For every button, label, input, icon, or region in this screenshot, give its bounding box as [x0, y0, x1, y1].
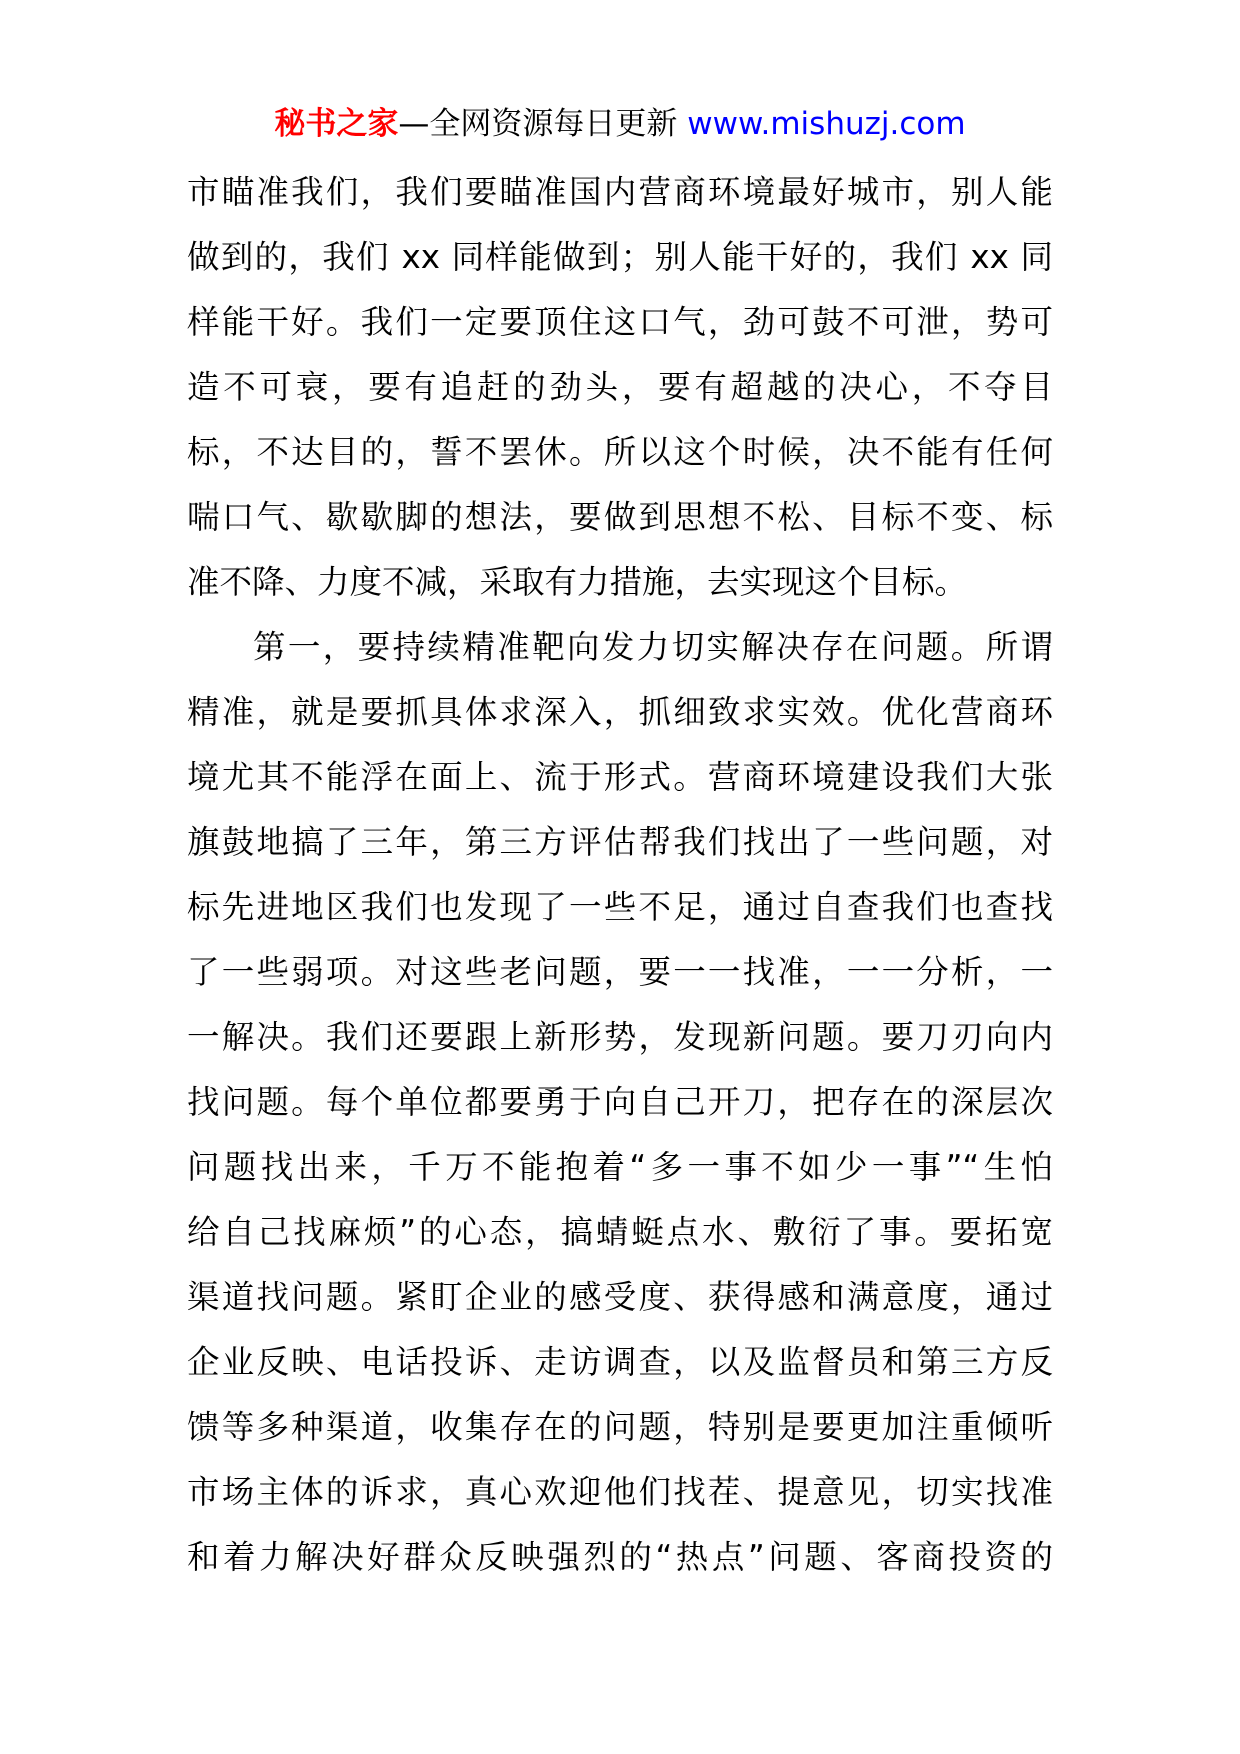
- document-body: [187, 160, 1053, 1590]
- text-line: 标先进地区我们也发现了一些不足，通过自查我们也查找: [187, 888, 1053, 926]
- text-line: 造不可衰，要有追赶的劲头，要有超越的决心，不夺目: [187, 368, 1053, 406]
- paragraph-2: [187, 615, 1053, 1590]
- text-line: 市瞄准我们，我们要瞄准国内营商环境最好城市，别人能: [187, 173, 1053, 211]
- text-line: 了一些弱项。对这些老问题，要一一找准，一一分析，一: [187, 953, 1053, 991]
- header-tagline: —全网资源每日更新: [398, 106, 688, 142]
- text-line: 企业反映、电话投诉、走访调查，以及监督员和第三方反: [187, 1343, 1053, 1381]
- text-line: 旗鼓地搞了三年，第三方评估帮我们找出了一些问题，对: [187, 823, 1053, 861]
- text-line: 精准，就是要抓具体求深入，抓细致求实效。优化营商环: [187, 693, 1053, 731]
- text-line: 样能干好。我们一定要顶住这口气，劲可鼓不可泄，势可: [187, 303, 1053, 341]
- text-line: 市场主体的诉求，真心欢迎他们找茬、提意见，切实找准: [187, 1473, 1053, 1511]
- text-line: 第一，要持续精准靶向发力切实解决存在问题。所谓: [253, 628, 1053, 666]
- site-url-link[interactable]: www.mishuzj.com: [687, 106, 966, 142]
- text-line: 一解决。我们还要跟上新形势，发现新问题。要刀刃向内: [187, 1018, 1053, 1056]
- text-line: 境尤其不能浮在面上、流于形式。营商环境建设我们大张: [187, 758, 1053, 796]
- text-line: 馈等多种渠道，收集存在的问题，特别是要更加注重倾听: [187, 1408, 1053, 1446]
- text-line: 准不降、力度不减，采取有力措施，去实现这个目标。: [187, 563, 968, 601]
- text-line: 问题找出来，千万不能抱着“多一事不如少一事”“生怕: [187, 1148, 1053, 1186]
- text-line: 找问题。每个单位都要勇于向自己开刀，把存在的深层次: [187, 1083, 1053, 1121]
- brand-name: 秘书之家: [274, 106, 399, 142]
- text-line: 给自己找麻烦”的心态，搞蜻蜓点水、敷衍了事。要拓宽: [187, 1213, 1053, 1251]
- page-header: [0, 100, 1240, 148]
- text-line: 做到的，我们 xx 同样能做到；别人能干好的，我们 xx 同: [187, 238, 1053, 276]
- paragraph-1: [187, 160, 1053, 615]
- text-line: 喘口气、歇歇脚的想法，要做到思想不松、目标不变、标: [187, 498, 1053, 536]
- text-line: 和着力解决好群众反映强烈的“热点”问题、客商投资的: [187, 1538, 1053, 1576]
- text-line: 标，不达目的，誓不罢休。所以这个时候，决不能有任何: [187, 433, 1053, 471]
- text-line: 渠道找问题。紧盯企业的感受度、获得感和满意度，通过: [187, 1278, 1053, 1316]
